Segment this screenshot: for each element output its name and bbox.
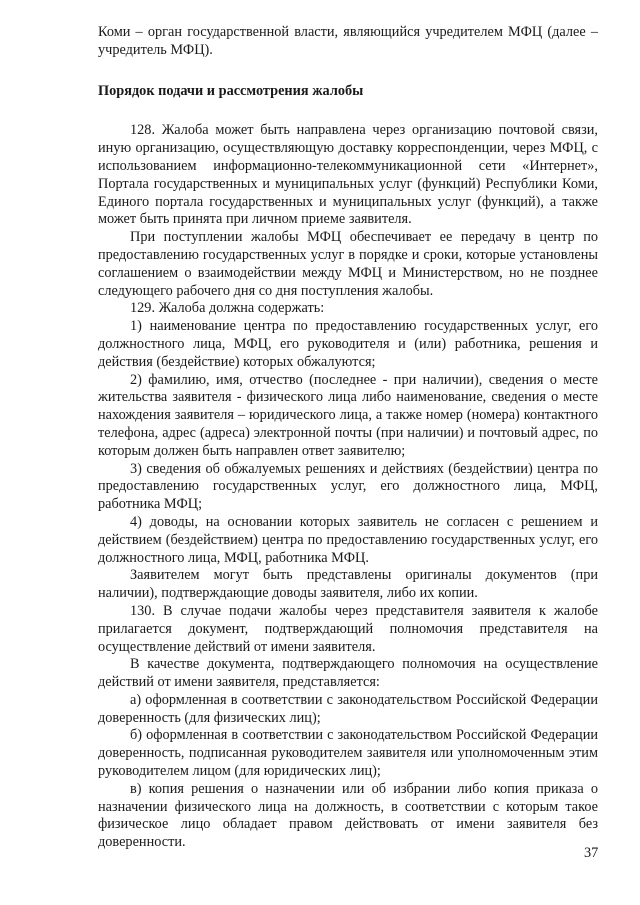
list-item-v: в) копия решения о назначении или об избрании либо копия приказа о назначении физического лица на должность, в соответствии с которым такое физическое лицо обладает правом действовать от имени заявителя без доверенности. (98, 780, 598, 851)
section-heading: Порядок подачи и рассмотрения жалобы (98, 82, 364, 99)
intro-paragraph: Коми – орган государственной власти, являющийся учредителем МФЦ (далее – учредитель МФЦ). (98, 24, 598, 58)
paragraph-130: 130. В случае подачи жалобы через представителя заявителя к жалобе прилагается документ, подтверждающий полномочия представителя на осуществление действий от имени заявителя. (98, 602, 598, 655)
list-item-4: 4) доводы, на основании которых заявитель не согласен с решением и действием (бездействием) центра по предоставлению государственных услуг, его должностного лица, МФЦ, работника МФЦ. (98, 513, 598, 566)
paragraph-originals: Заявителем могут быть представлены оригиналы документов (при наличии), подтверждающие доводы заявителя, либо их копии. (98, 567, 598, 602)
list-item-3: 3) сведения об обжалуемых решениях и действиях (бездействии) центра по предоставлению государственных услуг, его должностного лица, МФЦ, работника МФЦ; (98, 460, 598, 513)
list-item-1: 1) наименование центра по предоставлению государственных услуг, его должностного лица, МФЦ, его руководителя и (или) работника, решения и действия (бездействие) которых обжалуются; (98, 318, 598, 370)
document-body (98, 24, 598, 852)
paragraph-128: 128. Жалоба может быть направлена через организацию почтовой связи, иную организацию, осуществляющую доставку корреспонденции, через МФЦ, с использованием информационно-телекоммуникационной сети «Интернет», Портала государственных и муниципальных услуг (функций) Республики Коми, Единого портала государственных и муниципальных услуг (функций), а также может быть принята при личном приеме заявителя. (98, 122, 598, 228)
paragraph-document-types: В качестве документа, подтверждающего полномочия на осуществление действий от имени заявителя, представляется: (98, 656, 598, 691)
list-item-a: а) оформленная в соответствии с законодательством Российской Федерации доверенность (для физических лиц); (98, 691, 598, 726)
list-item-2: 2) фамилию, имя, отчество (последнее - при наличии), сведения о месте жительства заявителя - физического лица либо наименование, сведения о месте нахождения заявителя – юридического лица, а также номер (номера) контактного телефона, адрес (адреса) электронной почты (при наличии) и почтовый адрес, по которым должен быть направлен ответ заявителю; (98, 371, 598, 459)
list-item-b: б) оформленная в соответствии с законодательством Российской Федерации доверенность, подписанная руководителем заявителя или уполномоченным этим руководителем лицом (для юридических лиц); (98, 727, 598, 780)
paragraph-129: 129. Жалоба должна содержать: (130, 300, 325, 317)
page-number: 37 (584, 845, 599, 861)
paragraph-mfc-transfer: При поступлении жалобы МФЦ обеспечивает ее передачу в центр по предоставлению государственных услуг в порядке и сроки, которые установлены соглашением о взаимодействии между МФЦ и Министерством, но не позднее следующего рабочего дня со дня поступления жалобы. (98, 229, 598, 299)
